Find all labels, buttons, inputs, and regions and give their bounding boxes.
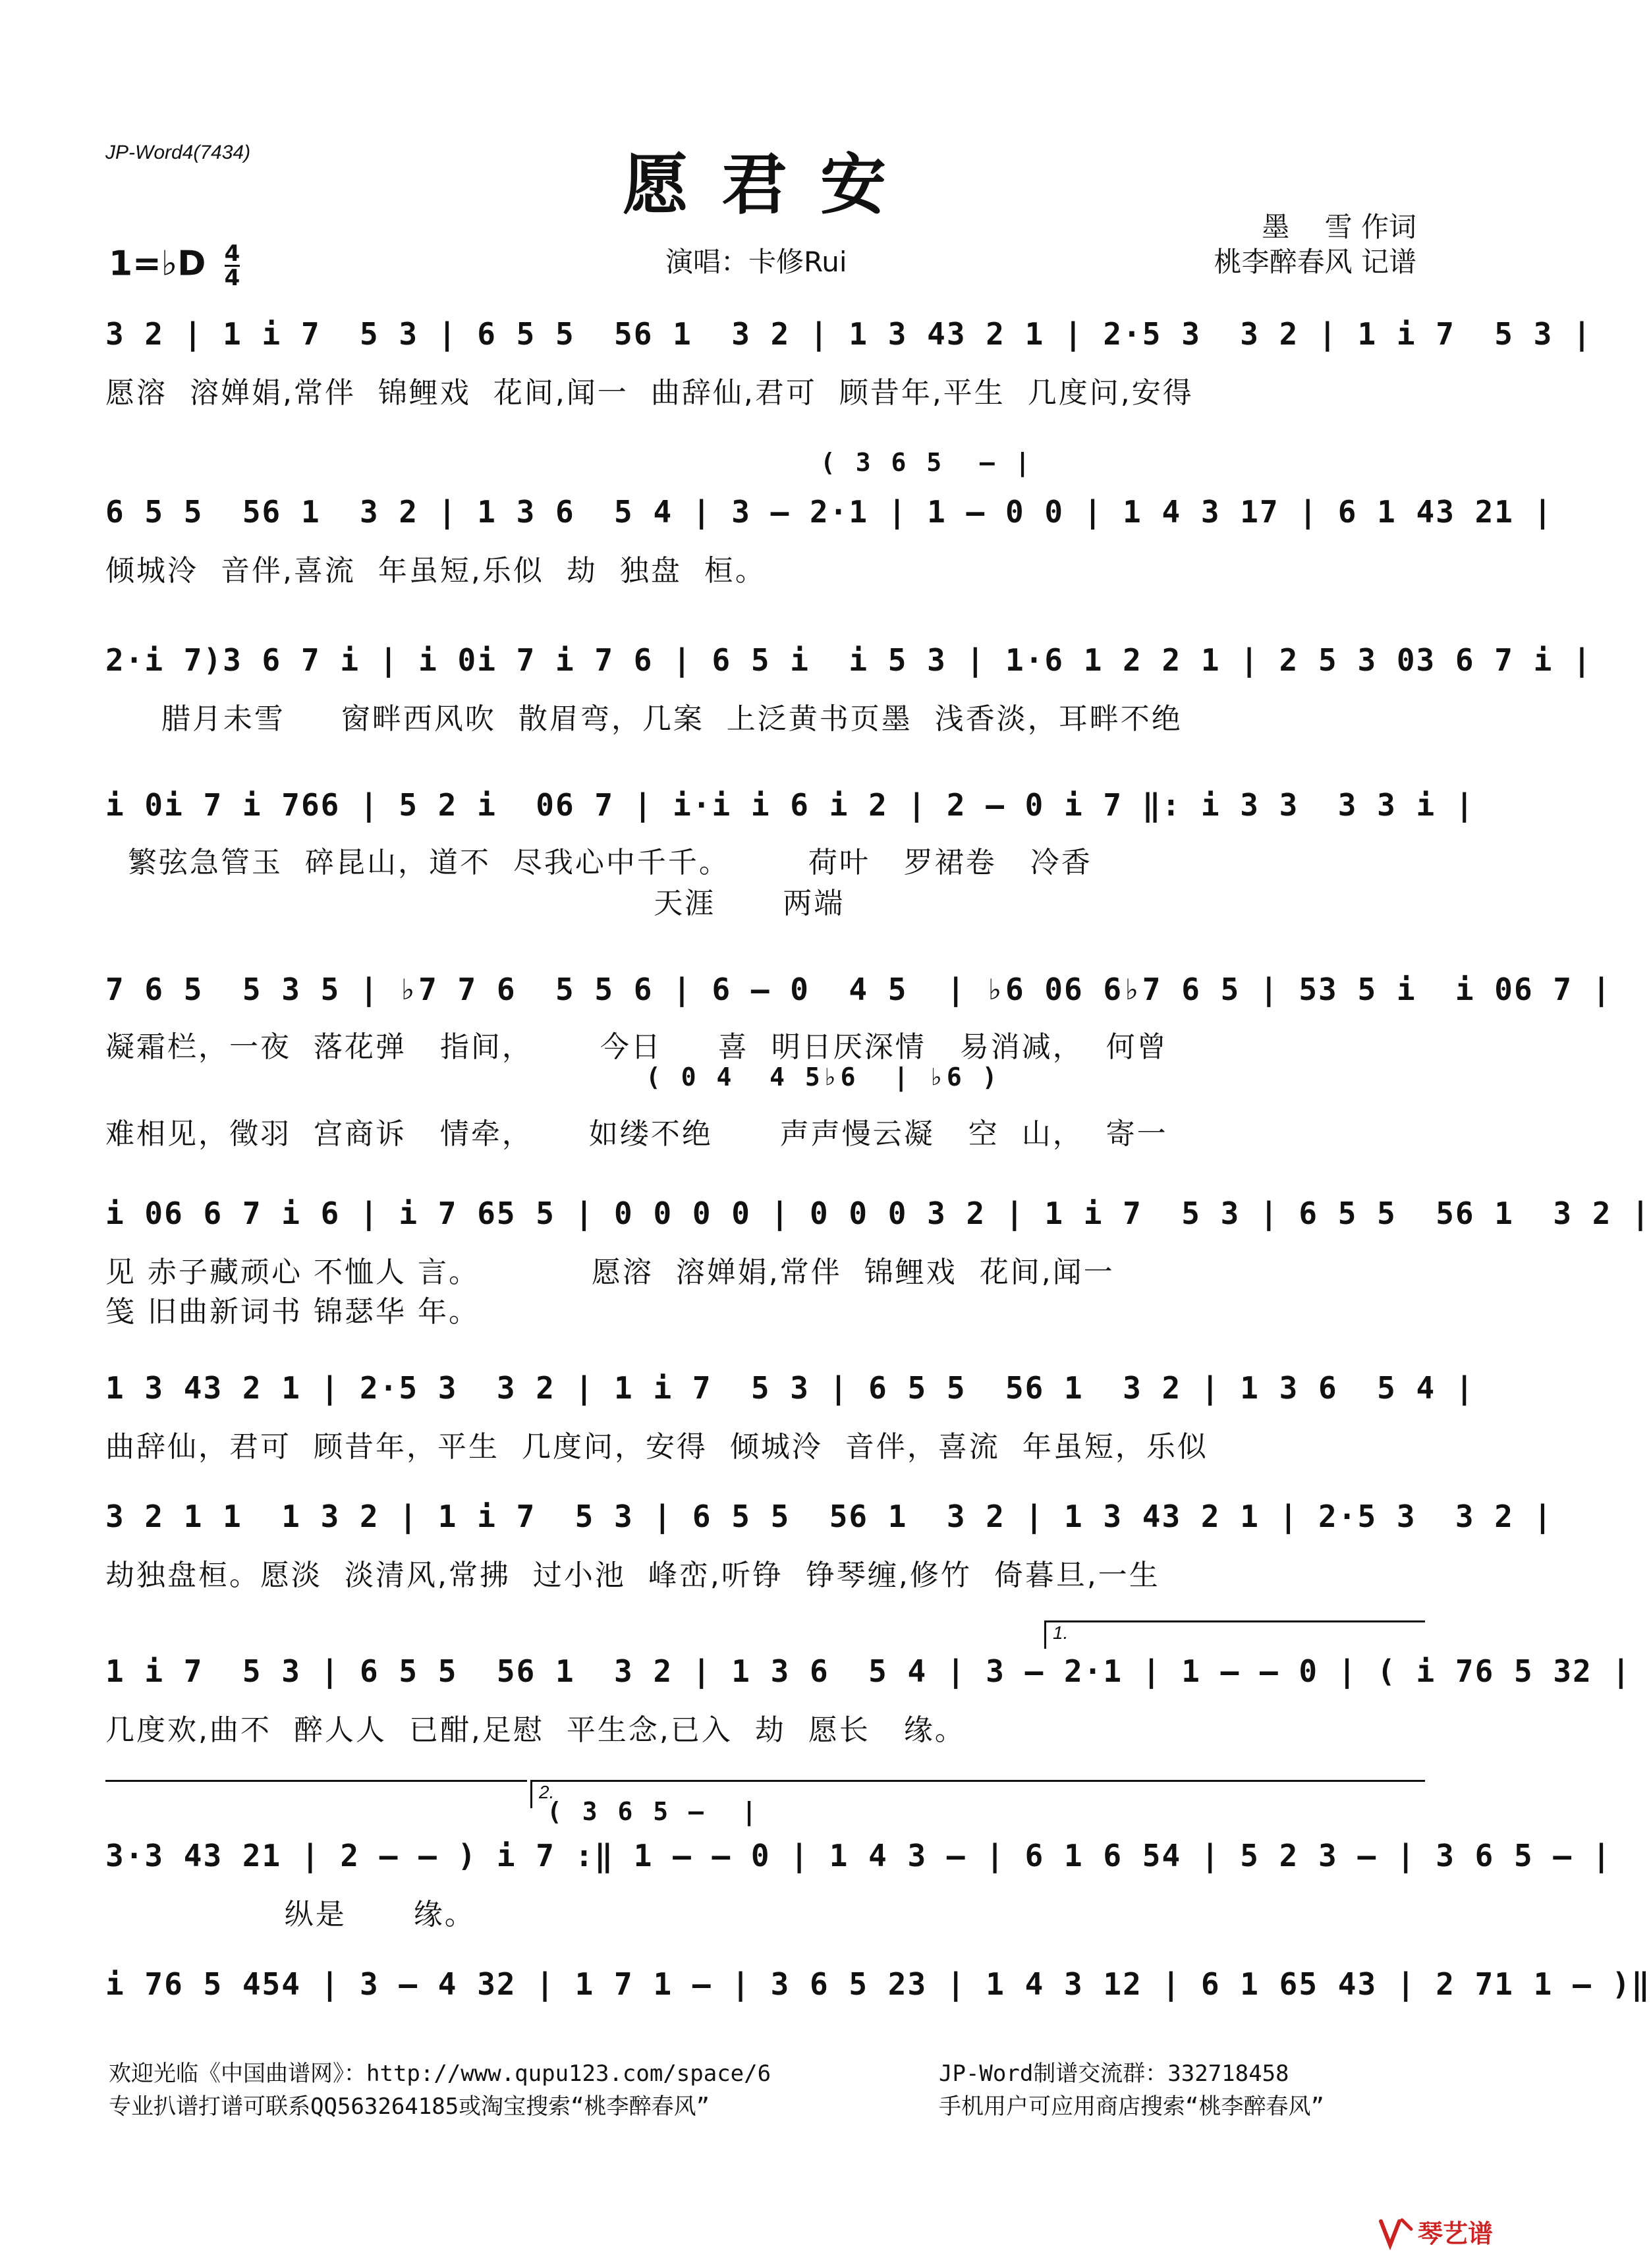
- intro-annotation: ( 0 4 4 5♭6 | ♭6 ): [646, 1063, 1000, 1092]
- lyricist-credit: 墨 雪 作词: [1262, 211, 1416, 243]
- lyric-line-2: 天涯 两端: [105, 887, 845, 920]
- volta-2-label: 2.: [539, 1782, 555, 1802]
- volta-1: [1044, 1620, 1425, 1649]
- intro-annotation: ( 3 6 5 – |: [547, 1797, 760, 1826]
- notes-line: 1 3 43 2 1 | 2·5 3 3 2 | 1 i 7 5 3 | 6 5 5 56 1 3 2 | 1 3 6 5 4 |: [105, 1370, 1475, 1406]
- logo-text: 琴艺谱: [1418, 2219, 1494, 2248]
- key-label: 1=♭D: [109, 244, 206, 284]
- notes-line: 6 5 5 56 1 3 2 | 1 3 6 5 4 | 3 – 2·1 | 1 – 0 0 | 1 4 3 17 | 6 1 43 21 |: [105, 494, 1553, 530]
- lyric-line: 劫独盘桓。愿淡 淡清风,常拂 过小池 峰峦,听铮 铮琴缠,修竹 倚暮旦,一生: [105, 1559, 1160, 1592]
- footer-contact: 专业扒谱打谱可联系QQ563264185或淘宝搜索“桃李醉春风”: [109, 2093, 710, 2120]
- notes-line: 3 2 | 1 i 7 5 3 | 6 5 5 56 1 3 2 | 1 3 43 2 1 | 2·5 3 3 2 | 1 i 7 5 3 |: [105, 316, 1592, 352]
- notes-line: i 06 6 7 i 6 | i 7 65 5 | 0 0 0 0 | 0 0 0 3 2 | 1 i 7 5 3 | 6 5 5 56 1 3 2 |: [105, 1196, 1651, 1231]
- time-signature: [225, 242, 240, 289]
- time-bottom: 4: [224, 265, 240, 291]
- song-title: 愿君安: [623, 146, 919, 223]
- volta-1-label: 1.: [1053, 1622, 1069, 1643]
- lyric-line: 几度欢,曲不 醉人人 已酣,足慰 平生念,已入 劫 愿长 缘。: [105, 1713, 966, 1747]
- lyric-line: 见 赤子藏顽心 不恤人 言。 愿溶 溶婵娟,常伴 锦鲤戏 花间,闻一: [105, 1256, 1115, 1289]
- logo-icon: [1377, 2213, 1515, 2253]
- notes-line: i 76 5 454 | 3 – 4 32 | 1 7 1 – | 3 6 5 23 | 1 4 3 12 | 6 1 65 43 | 2 71 1 – )‖: [105, 1966, 1651, 2002]
- time-top: 4: [224, 240, 240, 267]
- transcriber-credit: 桃李醉春风 记谱: [1214, 246, 1416, 278]
- notes-line: i 0i 7 i 766 | 5 2 i 06 7 | i·i i 6 i 2 | 2 – 0 i 7 ‖: i 3 3 3 3 i |: [105, 787, 1475, 823]
- key-signature: [109, 242, 240, 289]
- notes-line: 2·i 7)3 6 7 i | i 0i 7 i 7 6 | 6 5 i i 5 3 | 1·6 1 2 2 1 | 2 5 3 03 6 7 i |: [105, 642, 1592, 678]
- lyric-line: 曲辞仙，君可 顾昔年，平生 几度问，安得 倾城泠 音伴，喜流 年虽短，乐似: [105, 1430, 1208, 1464]
- notes-line: 7 6 5 5 3 5 | ♭7 7 6 5 5 6 | 6 – 0 4 5 | ♭6 06 6♭7 6 5 | 53 5 i i 06 7 |: [105, 972, 1612, 1007]
- lyric-line: 纵是 缘。: [105, 1898, 476, 1931]
- notes-line: 3 2 1 1 1 3 2 | 1 i 7 5 3 | 6 5 5 56 1 3 2 | 1 3 43 2 1 | 2·5 3 3 2 |: [105, 1499, 1553, 1534]
- site-logo: [1377, 2213, 1515, 2253]
- lyric-line: 凝霜栏，一夜 落花弹 指间， 今日 喜 明日厌深情 易消减， 何曾: [105, 1030, 1168, 1064]
- software-version: JP-Word4(7434): [105, 142, 251, 163]
- singer-credit: 演唱：卡修Rui: [665, 246, 847, 278]
- lyric-line: 繁弦急管玉 碎昆山，道不 尽我心中千千。 荷叶 罗裙卷 冷香: [105, 846, 1092, 879]
- notes-line: 3·3 43 21 | 2 – – ) i 7 :‖ 1 – – 0 | 1 4 3 – | 6 1 6 54 | 5 2 3 – | 3 6 5 – |: [105, 1838, 1612, 1873]
- lyric-line-2: 笺 旧曲新词书 锦瑟华 年。: [105, 1295, 480, 1329]
- lyric-line: 愿溶 溶婵娟,常伴 锦鲤戏 花间,闻一 曲辞仙,君可 顾昔年,平生 几度问,安得: [105, 376, 1194, 410]
- lyric-line: 倾城泠 音伴,喜流 年虽短,乐似 劫 独盘 桓。: [105, 554, 766, 588]
- footer-app: 手机用户可应用商店搜索“桃李醉春风”: [939, 2093, 1324, 2120]
- lyric-line-2: 难相见，徵羽 宫商诉 情牵， 如缕不绝 声声慢云凝 空 山， 寄一: [105, 1117, 1168, 1151]
- footer-group: JP-Word制谱交流群：332718458: [939, 2061, 1289, 2087]
- lyric-line: 腊月未雪 窗畔西风吹 散眉弯，几案 上泛黄书页墨 浅香淡，耳畔不绝: [105, 702, 1183, 736]
- footer-website: 欢迎光临《中国曲谱网》：http://www.qupu123.com/space/6: [109, 2061, 771, 2087]
- volta-1-continuation: [105, 1780, 527, 1808]
- intro-annotation: ( 3 6 5 – |: [820, 448, 1033, 477]
- notes-line: 1 i 7 5 3 | 6 5 5 56 1 3 2 | 1 3 6 5 4 | 3 – 2·1 | 1 – – 0 | ( i 76 5 32 |: [105, 1653, 1632, 1689]
